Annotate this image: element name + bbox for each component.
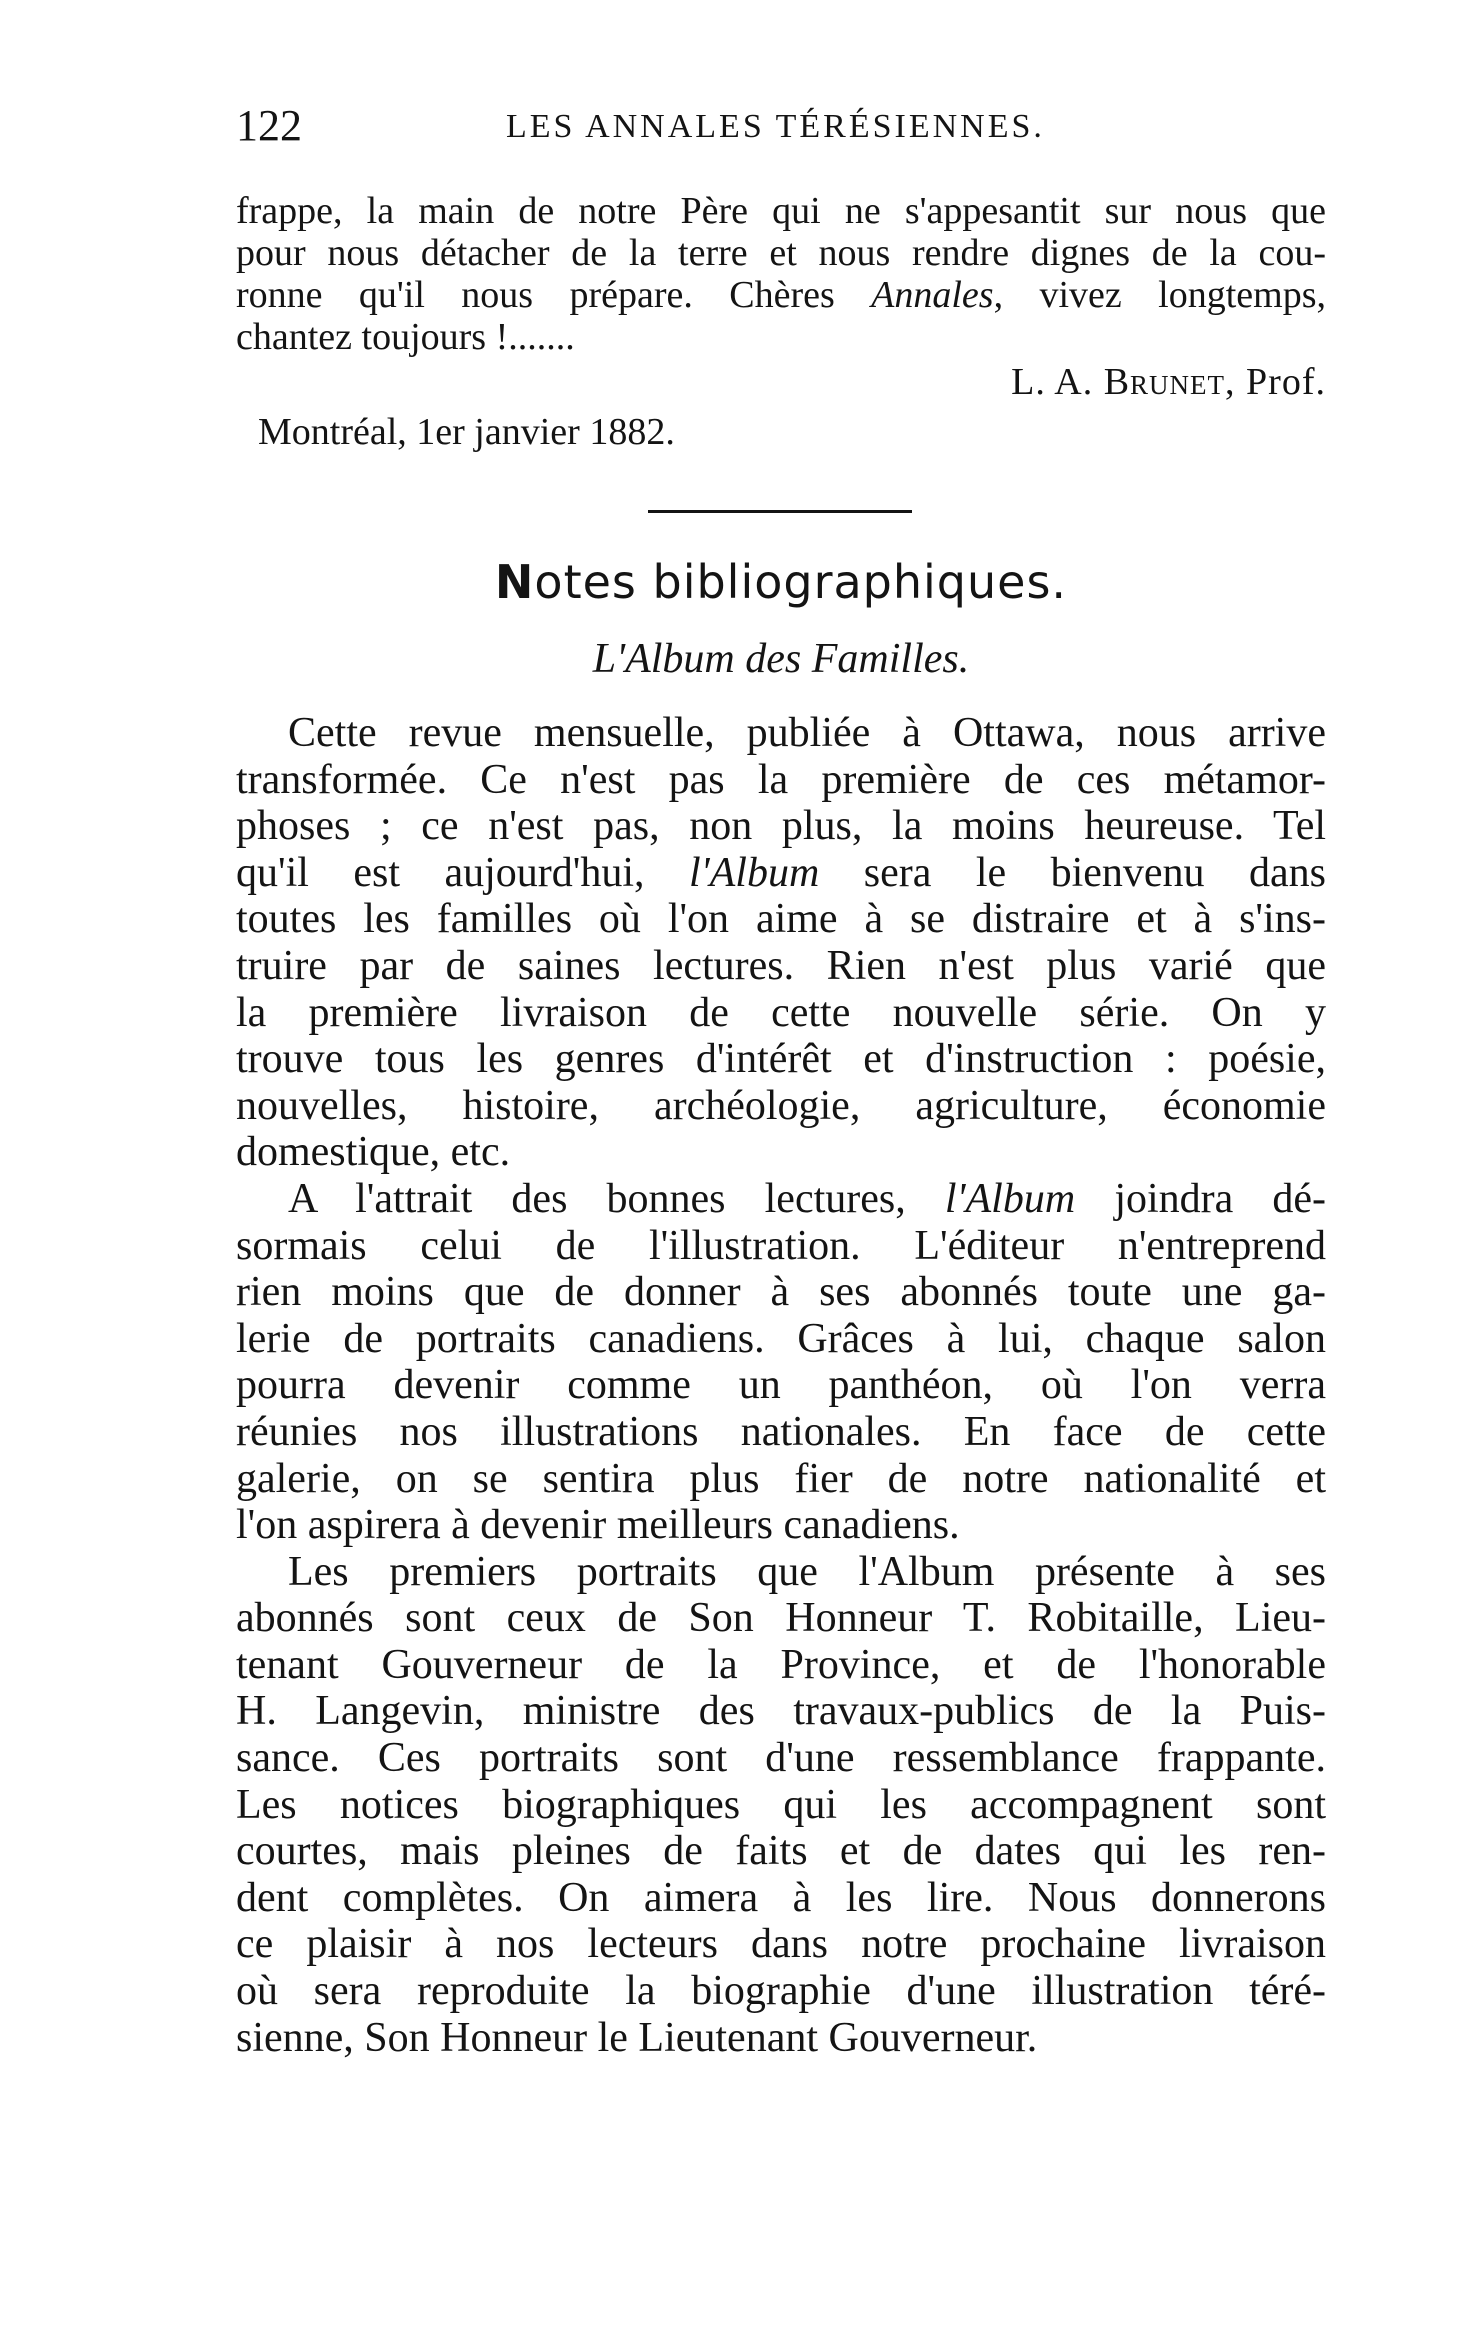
section-subtitle: L'Album des Familles. (592, 636, 970, 682)
text-line: tenant Gouverneur de la Province, et de l'honorable (236, 1641, 1326, 1688)
page-number: 122 (236, 101, 302, 150)
article-body (236, 710, 1326, 2061)
running-title: LES ANNALES TÉRÉSIENNES. (506, 108, 1045, 145)
text-line: trouve tous les genres d'intérêt et d'instruction : poésie, (236, 1036, 1326, 1083)
italic-title: l'Album (944, 1175, 1076, 1222)
text-line: H. Langevin, ministre des travaux-publics de la Puis- (236, 1688, 1326, 1735)
intro-paragraph (236, 190, 1326, 358)
text-line: phoses ; ce n'est pas, non plus, la moins heureuse. Tel (236, 803, 1326, 850)
text-line: courtes, mais pleines de faits et de dates qui les ren- (236, 1828, 1326, 1875)
text-line: truire par de saines lectures. Rien n'est plus varié que (236, 942, 1326, 989)
text-line: transformée. Ce n'est pas la première de ces métamor- (236, 756, 1326, 803)
text-line: Les premiers portraits que l'Album présente à ses (288, 1548, 1326, 1595)
text-line: domestique, etc. (236, 1129, 511, 1176)
text-line: pourra devenir comme un panthéon, où l'on verra (236, 1362, 1326, 1409)
text-line: nouvelles, histoire, archéologie, agriculture, économie (236, 1082, 1326, 1129)
text-line: sienne, Son Honneur le Lieutenant Gouverneur. (236, 2014, 1038, 2061)
text-line: Cette revue mensuelle, publiée à Ottawa, nous arrive (288, 710, 1326, 756)
text-line: où sera reproduite la biographie d'une illustration téré- (236, 1968, 1326, 2015)
dateline: Montréal, 1er janvier 1882. (258, 411, 675, 453)
text-line: qu'il est aujourd'hui, l'Album sera le bienvenu dans (236, 849, 1327, 896)
text-line: abonnés sont ceux de Son Honneur T. Robitaille, Lieu- (236, 1595, 1326, 1642)
text-line: pour nous détacher de la terre et nous rendre dignes de la cou- (236, 232, 1326, 274)
text-line: Les notices biographiques qui les accompagnent sont (236, 1781, 1326, 1828)
section-title: Notes bibliographiques. (494, 555, 1068, 609)
text-line: ce plaisir à nos lecteurs dans notre prochaine livraison (236, 1921, 1326, 1968)
text-line: A l'attrait des bonnes lectures, l'Album joindra dé- (288, 1175, 1327, 1222)
text-line: rien moins que de donner à ses abonnés toute une ga- (236, 1269, 1326, 1316)
text-line: galerie, on se sentira plus fier de notre nationalité et (236, 1455, 1326, 1502)
text-line: sance. Ces portraits sont d'une ressemblance frappante. (236, 1735, 1326, 1782)
section-divider (648, 510, 912, 513)
signature: L. A. Brunet, Prof. (1011, 361, 1326, 403)
italic-title: l'Album (688, 849, 820, 896)
text-line: dent complètes. On aimera à les lire. Nous donnerons (236, 1874, 1326, 1921)
text-line: toutes les familles où l'on aime à se distraire et à s'ins- (236, 896, 1326, 943)
text-line: la première livraison de cette nouvelle série. On y (236, 989, 1326, 1036)
text-line: lerie de portraits canadiens. Grâces à lui, chaque salon (236, 1315, 1326, 1362)
author-surname: Brunet (1103, 361, 1226, 403)
text-line: frappe, la main de notre Père qui ne s'appesantit sur nous que (236, 190, 1326, 232)
page-header (236, 100, 1326, 160)
text-line: ronne qu'il nous prépare. Chères Annales, vivez longtemps, (236, 274, 1326, 316)
text-line: réunies nos illustrations nationales. En face de cette (236, 1408, 1326, 1455)
text-line: sormais celui de l'illustration. L'éditeur n'entreprend (236, 1222, 1326, 1269)
text-line: chantez toujours !....... (236, 316, 575, 358)
italic-title: Annales (871, 274, 994, 316)
text-line: l'on aspirera à devenir meilleurs canadiens. (236, 1502, 960, 1549)
